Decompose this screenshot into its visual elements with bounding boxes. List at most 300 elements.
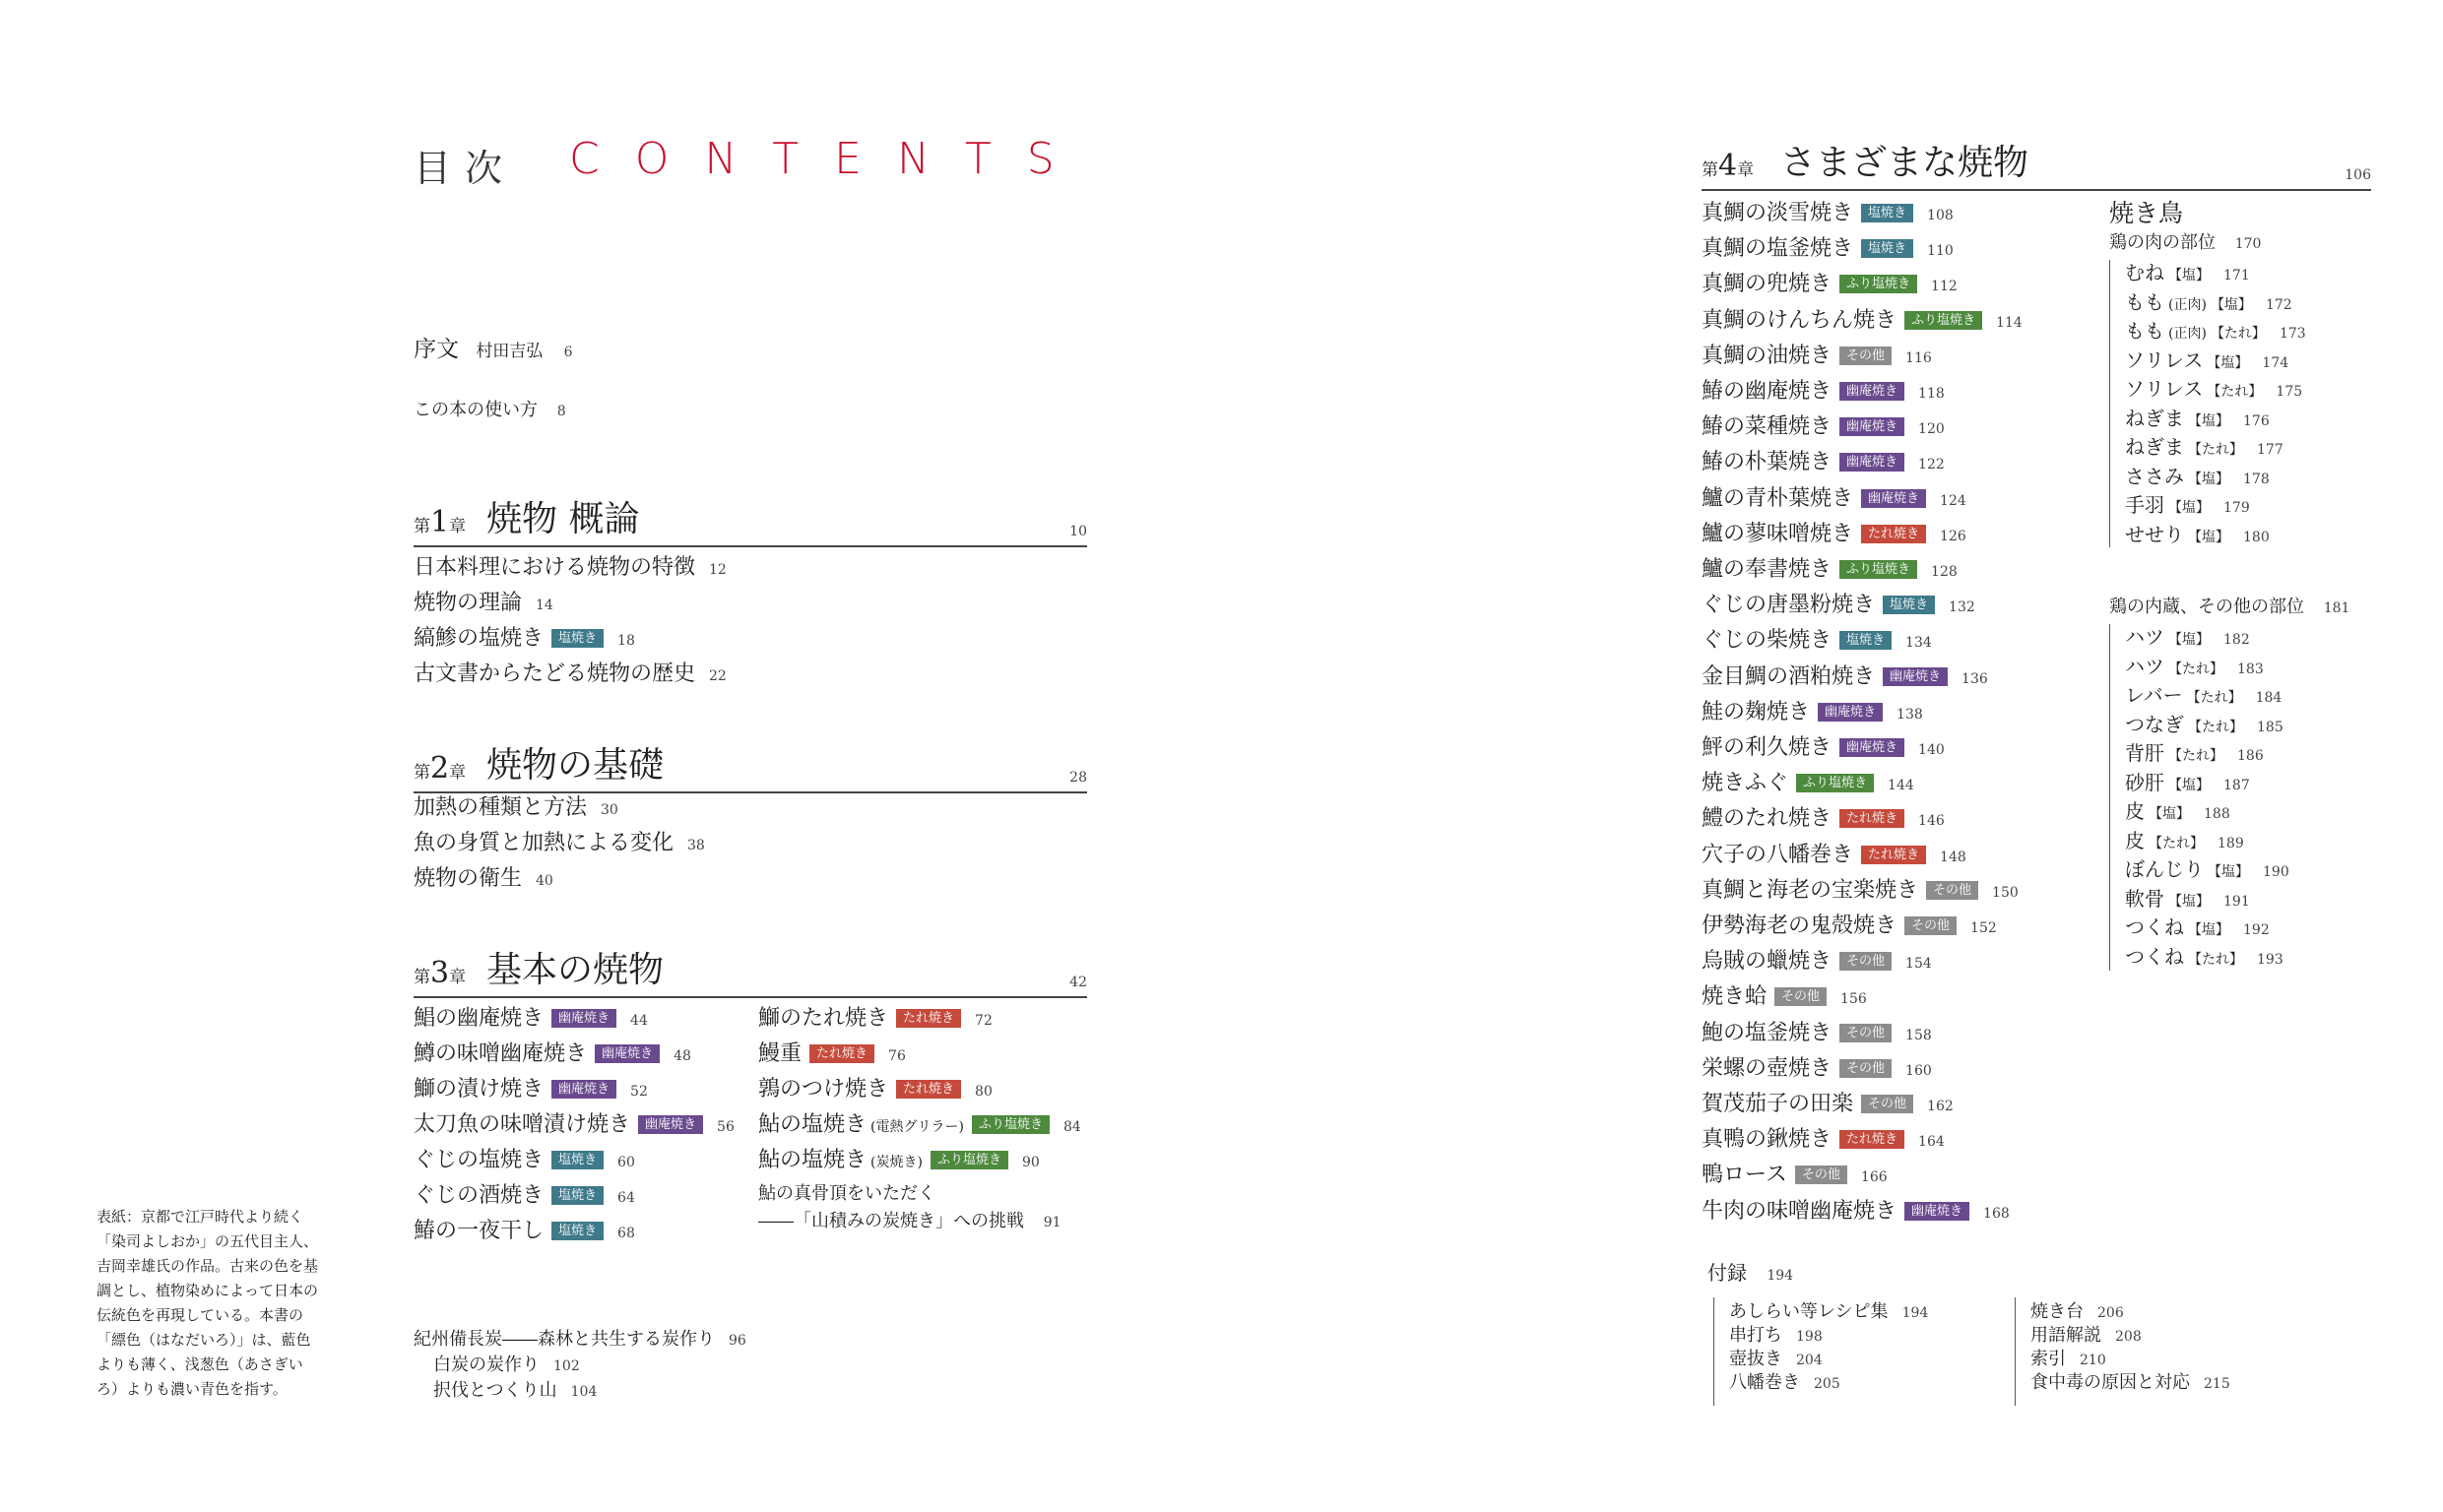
toc-entry[interactable] [1702, 1090, 1954, 1121]
toc-entry[interactable] [2125, 884, 2250, 916]
toc-entry[interactable] [2125, 404, 2270, 436]
toc-entry[interactable] [2125, 374, 2302, 407]
toc-label: 手羽 [2125, 493, 2164, 517]
page-number: 187 [2223, 777, 2250, 793]
toc-entry[interactable] [1702, 342, 1932, 373]
method-tag: その他 [1774, 987, 1827, 1006]
toc-label: 真鯛の油焼き [1702, 343, 1832, 368]
toc-entry[interactable] [1702, 841, 1966, 872]
toc-label: 加熱の種類と方法 [414, 795, 588, 820]
toc-entry[interactable] [1729, 1368, 1840, 1399]
seasoning-label: 【たれ】 [2168, 748, 2223, 764]
toc-label: 鰆の朴葉焼き [1702, 450, 1832, 475]
toc-entry[interactable] [1702, 733, 1945, 765]
toc-entry[interactable] [414, 660, 727, 691]
page-number: 210 [2080, 1353, 2106, 1368]
toc-entry[interactable] [414, 553, 727, 585]
seasoning-label: 【塩】 [2168, 632, 2210, 648]
toc-label: 用語解説 [2030, 1325, 2101, 1346]
page-number: 116 [1905, 349, 1932, 366]
toc-label: 穴子の八幡巻き [1702, 842, 1854, 867]
toc-label: 鶏の肉の部位 [2109, 232, 2216, 253]
page-number: 44 [630, 1013, 648, 1029]
method-tag: 塩焼き [1839, 631, 1892, 650]
page-number: 14 [536, 598, 553, 613]
page-number: 38 [687, 838, 705, 853]
toc-label: 鮎の塩焼き [758, 1148, 868, 1172]
toc-entry[interactable] [2125, 258, 2250, 290]
method-tag: その他 [1795, 1166, 1847, 1184]
toc-label: 鱸の青朴葉焼き [1702, 485, 1854, 511]
seasoning-label: 【たれ】 [2149, 835, 2204, 851]
toc-label: つくね [2125, 915, 2184, 939]
toc-label: 真鯛の淡雪焼き [1702, 201, 1854, 225]
page-number: 90 [1021, 1155, 1040, 1170]
toc-entry[interactable] [1702, 306, 2023, 338]
toc-entry[interactable] [2125, 287, 2292, 320]
page-number: 194 [1901, 1305, 1929, 1321]
toc-entry[interactable] [758, 1040, 906, 1071]
toc-entry[interactable] [414, 1004, 648, 1036]
toc-label: 皮 [2125, 799, 2145, 823]
ayu-column-title[interactable] [758, 1179, 935, 1209]
toc-entry[interactable] [2125, 652, 2264, 684]
method-tag: 幽庵焼き [1883, 667, 1948, 686]
page-number: 166 [1860, 1169, 1888, 1186]
toc-label: ハツ [2125, 625, 2164, 649]
toc-label: 鱒の味噌幽庵焼き [414, 1041, 588, 1066]
toc-label: ねぎま [2125, 435, 2184, 459]
page-number: 194 [1767, 1268, 1794, 1284]
toc-entry[interactable] [1702, 555, 1958, 587]
page-number: 205 [1814, 1376, 1840, 1392]
toc-entry[interactable] [2125, 680, 2282, 713]
toc-label: 焼きふぐ [1702, 771, 1789, 796]
page-number: 182 [2223, 632, 2250, 648]
page-number: 168 [1983, 1205, 2010, 1222]
page-number: 171 [2223, 268, 2250, 284]
toc-entry[interactable] [2125, 462, 2270, 494]
seasoning-label: 【塩】 [2168, 500, 2210, 516]
chapter-page: 42 [1069, 975, 1087, 990]
appendix-title[interactable] [1707, 1258, 1793, 1291]
how-to-use-entry[interactable] [414, 396, 566, 426]
seasoning-label: 【塩】 [2188, 529, 2229, 545]
page-number: 156 [1840, 991, 1867, 1008]
page-number: 144 [1888, 778, 1914, 794]
chapter-label: 第1章 [414, 505, 467, 539]
toc-label: 焼物の理論 [414, 591, 523, 615]
page-number: 189 [2218, 835, 2244, 851]
toc-label: 鮃の利久焼き [1702, 735, 1832, 760]
toc-entry[interactable] [2030, 1368, 2230, 1399]
toc-entry[interactable] [1702, 1197, 2010, 1228]
seasoning-label: 【塩】 [2188, 471, 2229, 487]
method-tag: 幽庵焼き [1839, 738, 1904, 757]
toc-entry[interactable] [2125, 826, 2244, 858]
method-tag: ふり塩焼き [931, 1151, 1008, 1169]
toc-label: 栄螺の壺焼き [1702, 1055, 1832, 1081]
toc-label: 択伐とつくり山 [433, 1380, 557, 1401]
method-tag: たれ焼き [1861, 846, 1926, 864]
toc-entry[interactable] [1702, 804, 1945, 836]
chapter-2-heading[interactable] [414, 740, 1087, 793]
ayu-column-subtitle[interactable] [758, 1207, 1061, 1237]
page-number: 112 [1931, 279, 1958, 295]
chapter-3-heading[interactable] [414, 945, 1087, 998]
toc-label: 鰻重 [758, 1041, 803, 1066]
toc-entry[interactable] [758, 1146, 1040, 1177]
toc-entry[interactable] [1702, 662, 1988, 694]
toc-entry[interactable] [1702, 377, 1945, 409]
method-tag: 塩焼き [1861, 204, 1913, 222]
toc-entry[interactable] [433, 1376, 597, 1407]
toc-entry[interactable] [414, 1075, 648, 1106]
toc-label: ささみ [2125, 464, 2184, 488]
toc-entry[interactable] [1702, 1161, 1888, 1192]
toc-entry[interactable] [2125, 913, 2270, 945]
method-tag: 幽庵焼き [1818, 703, 1883, 722]
page-number: 148 [1940, 849, 1966, 865]
toc-entry[interactable] [758, 1110, 1081, 1142]
method-tag: その他 [1839, 1059, 1892, 1078]
toc-entry[interactable] [1702, 234, 1954, 266]
toc-label: つなぎ [2125, 712, 2184, 736]
toc-label: ぐじの塩焼き [414, 1148, 545, 1172]
yakitori-sub1[interactable] [2109, 228, 2261, 259]
page-number: 134 [1905, 635, 1932, 652]
toc-entry[interactable] [2125, 490, 2250, 523]
toc-label: 鰆の幽庵焼き [1702, 379, 1832, 404]
seasoning-label: 【塩】 [2168, 893, 2210, 910]
page-number: 96 [729, 1333, 746, 1349]
page-number: 8 [556, 404, 566, 419]
seasoning-label: 【塩】 [2168, 777, 2210, 793]
seasoning-label: 【たれ】 [2207, 384, 2263, 400]
method-tag: その他 [1839, 346, 1892, 365]
seasoning-label: 【塩】 [2208, 864, 2249, 880]
page-number: 80 [975, 1084, 993, 1100]
toc-label: 索引 [2030, 1349, 2066, 1369]
toc-entry[interactable] [1702, 1054, 1932, 1086]
toc-entry[interactable] [2125, 738, 2264, 771]
seasoning-label: 【たれ】 [2188, 442, 2243, 458]
chapter-title: さまざまな焼物 [1780, 143, 2029, 183]
page-number: 146 [1918, 813, 1945, 830]
toc-label: つくね [2125, 944, 2184, 969]
preface-label: 序文 [414, 337, 459, 362]
page-number: 190 [2263, 864, 2289, 880]
toc-entry[interactable] [1702, 912, 1997, 943]
method-tag: 塩焼き [551, 1151, 604, 1169]
toc-entry[interactable] [2125, 346, 2288, 378]
chapter-label: 第2章 [414, 751, 467, 786]
page-number: 18 [617, 633, 635, 649]
method-tag: 塩焼き [551, 1186, 604, 1205]
toc-entry[interactable] [1702, 626, 1932, 658]
toc-label: ソリレス [2125, 347, 2204, 372]
toc-label: もも [2125, 289, 2164, 314]
toc-entry[interactable] [1702, 947, 1932, 978]
method-tag: たれ焼き [896, 1009, 961, 1028]
toc-entry[interactable] [414, 1146, 635, 1177]
method-tag: その他 [1926, 881, 1978, 900]
method-tag: その他 [1861, 1095, 1913, 1113]
toc-entry[interactable] [2125, 520, 2270, 552]
toc-label: 白炭の炭作り [433, 1354, 540, 1375]
chapter-title: 焼物 概論 [486, 499, 640, 539]
toc-entry[interactable] [1702, 769, 1914, 800]
toc-label: 烏賊の蠟焼き [1702, 949, 1832, 975]
toc-entry[interactable] [414, 589, 553, 620]
page-number: 178 [2243, 471, 2270, 487]
toc-entry[interactable] [1702, 591, 1975, 622]
method-tag: ふり塩焼き [1904, 311, 1982, 330]
chapter-page: 10 [1069, 524, 1087, 539]
toc-entry[interactable] [2125, 622, 2250, 655]
appendix-col2-rule [2015, 1297, 2016, 1406]
toc-label: 太刀魚の味噌漬け焼き [414, 1112, 631, 1137]
method-tag: 幽庵焼き [1839, 417, 1904, 436]
method-tag: たれ焼き [1839, 809, 1904, 828]
yakitori-list2-rule [2109, 624, 2110, 971]
toc-label: 砂肝 [2125, 770, 2164, 794]
page-number: 60 [617, 1155, 635, 1170]
toc-label: 賀茂茄子の田楽 [1702, 1092, 1854, 1116]
toc-entry[interactable] [1702, 876, 2019, 908]
toc-label: 古文書からたどる焼物の歴史 [414, 662, 696, 686]
toc-label: あしらい等レシピ集 [1729, 1301, 1889, 1322]
page-number: 177 [2257, 442, 2283, 458]
toc-label: この本の使い方 [414, 400, 538, 420]
chapter-label: 第4章 [1702, 149, 1755, 183]
page-number: 40 [536, 873, 553, 889]
toc-label: 真鴨の鍬焼き [1702, 1127, 1832, 1153]
toc-entry[interactable] [1702, 484, 1966, 516]
toc-entry[interactable] [2125, 796, 2230, 829]
yakitori-title[interactable]: 焼き鳥 [2109, 199, 2184, 227]
page-number: 174 [2262, 354, 2289, 371]
seasoning-label: 【塩】 [2149, 806, 2190, 822]
seasoning-label: 【塩】 [2188, 922, 2229, 938]
seasoning-label: 【たれ】 [2210, 326, 2266, 342]
toc-entry[interactable] [2125, 942, 2283, 975]
toc-label: 鰤のたれ焼き [758, 1006, 889, 1031]
page-number: 208 [2115, 1329, 2142, 1345]
toc-label: 焼き蛤 [1702, 984, 1768, 1010]
toc-label: 食中毒の原因と対応 [2030, 1372, 2190, 1393]
page-number: 160 [1905, 1062, 1932, 1079]
page-number: 173 [2279, 326, 2306, 342]
method-tag: ふり塩焼き [1796, 774, 1874, 792]
method-tag: 幽庵焼き [1839, 382, 1904, 401]
toc-entry[interactable] [414, 793, 618, 825]
yakitori-sub2[interactable] [2109, 593, 2349, 623]
toc-entry[interactable] [414, 1110, 735, 1142]
toc-label: 鰆の一夜干し [414, 1219, 545, 1243]
toc-entry[interactable] [1702, 982, 1867, 1014]
toc-entry[interactable] [2125, 710, 2283, 742]
page-number: 126 [1940, 528, 1966, 544]
seasoning-label: 【塩】 [2207, 354, 2249, 371]
toc-entry[interactable] [1702, 270, 1958, 301]
seasoning-label: 【塩】 [2210, 296, 2252, 313]
toc-label: もも [2125, 319, 2164, 343]
preface-author: 村田吉弘 [476, 342, 544, 361]
toc-label: 鶉のつけ焼き [758, 1077, 889, 1102]
seasoning-label: 【たれ】 [2188, 719, 2243, 735]
toc-label: 焼物の衛生 [414, 866, 523, 891]
page-number: 192 [2243, 922, 2270, 938]
page-number: 68 [617, 1226, 635, 1241]
toc-note: (正肉) [2168, 296, 2207, 313]
method-tag: 幽庵焼き [1839, 453, 1904, 472]
toc-entry[interactable] [2125, 316, 2306, 348]
page-number: 206 [2097, 1305, 2124, 1321]
seasoning-label: 【たれ】 [2168, 661, 2223, 677]
toc-entry[interactable] [414, 624, 635, 656]
toc-entry[interactable] [414, 864, 553, 896]
toc-entry[interactable] [1702, 412, 1945, 444]
toc-label: ソリレス [2125, 377, 2204, 401]
toc-label: 縞鯵の塩焼き [414, 626, 545, 651]
toc-label: 焼き台 [2030, 1301, 2084, 1322]
page-number: 91 [1043, 1215, 1061, 1230]
toc-label: 鱸の蓼味噌焼き [1702, 521, 1854, 546]
toc-entry[interactable] [2125, 854, 2289, 887]
chapter-label: 第3章 [414, 956, 467, 990]
page-number: 118 [1918, 386, 1945, 402]
toc-label: 背肝 [2125, 741, 2164, 765]
preface-entry[interactable] [414, 335, 573, 367]
page-number: 198 [1796, 1329, 1823, 1345]
page-number: 164 [1918, 1134, 1945, 1151]
page-number: 184 [2255, 690, 2282, 706]
toc-label: ぐじの柴焼き [1702, 628, 1832, 654]
method-tag: 幽庵焼き [551, 1009, 616, 1028]
method-tag: 塩焼き [1861, 239, 1913, 258]
toc-label: 八幡巻き [1729, 1372, 1800, 1393]
toc-label: 鮑の塩釜焼き [1702, 1020, 1832, 1045]
page-number: 204 [1796, 1353, 1823, 1368]
page-number: 52 [630, 1084, 648, 1100]
toc-entry[interactable] [1702, 698, 1923, 729]
chapter-page: 106 [2345, 167, 2371, 183]
toc-label: 鯧の幽庵焼き [414, 1006, 545, 1031]
toc-label: ぐじの唐墨粉焼き [1702, 593, 1876, 618]
page-number: 30 [601, 802, 618, 818]
page-number: 152 [1970, 920, 1997, 936]
method-tag: 幽庵焼き [595, 1044, 660, 1063]
page-number: 72 [975, 1013, 993, 1029]
page-number: 179 [2223, 500, 2250, 516]
page-number: 132 [1949, 599, 1975, 616]
method-tag: 塩焼き [1883, 596, 1935, 614]
page-number: 64 [617, 1190, 635, 1206]
chapter-4-heading[interactable] [1702, 138, 2371, 191]
page-number: 172 [2265, 296, 2292, 313]
page-number: 162 [1927, 1099, 1954, 1114]
page-number: 136 [1961, 670, 1988, 687]
toc-entry[interactable] [414, 829, 705, 860]
method-tag: たれ焼き [809, 1044, 874, 1063]
page-number: 175 [2276, 384, 2303, 400]
seasoning-label: 【たれ】 [2188, 951, 2243, 968]
toc-entry[interactable] [2125, 432, 2283, 465]
toc-entry[interactable] [758, 1004, 993, 1036]
method-tag: その他 [1839, 952, 1892, 971]
toc-label: むね [2125, 261, 2164, 284]
toc-entry[interactable] [1702, 199, 1954, 230]
toc-entry[interactable] [758, 1075, 993, 1106]
toc-label: 牛肉の味噌幽庵焼き [1702, 1198, 1897, 1224]
toc-label: 付録 [1707, 1261, 1747, 1285]
page-number: 48 [674, 1048, 691, 1064]
page-number: 128 [1931, 564, 1958, 580]
toc-entry[interactable] [1702, 520, 1966, 551]
contents-title-en: CONTENTS [569, 134, 1090, 184]
toc-entry[interactable] [414, 1217, 635, 1248]
toc-label: ハツ [2125, 654, 2164, 678]
page-number: 76 [888, 1048, 906, 1064]
page-number: 6 [563, 345, 573, 360]
seasoning-label: 【たれ】 [2186, 690, 2242, 706]
toc-note: (正肉) [2168, 326, 2207, 342]
toc-label: 皮 [2125, 828, 2145, 852]
toc-label: 鰆の菜種焼き [1702, 414, 1832, 440]
page-number: 183 [2237, 661, 2264, 677]
toc-entry[interactable] [414, 1181, 635, 1213]
toc-label: 鴨ロース [1702, 1163, 1787, 1188]
page-number: 110 [1927, 243, 1954, 260]
page-number: 193 [2257, 951, 2283, 968]
method-tag: 塩焼き [551, 629, 604, 648]
method-tag: 幽庵焼き [551, 1080, 616, 1099]
page-number: 114 [1996, 314, 2023, 331]
cover-note: 表紙：京都で江戸時代より続く「染司よしおか」の五代目主人、吉岡幸雄氏の作品。古来の色を基調とし、植物染めによって日本の伝統色を再現している。本書の「縹色（はなだいろ）」は、藍色よりも薄く、浅葱色（あさぎいろ）よりも濃い青色を指す。 [96, 1208, 319, 1398]
toc-entry[interactable] [2125, 768, 2250, 800]
method-tag: ふり塩焼き [972, 1115, 1050, 1134]
toc-entry[interactable] [1702, 448, 1945, 479]
toc-entry[interactable] [414, 1040, 691, 1071]
appendix-col1-rule [1713, 1297, 1714, 1406]
method-tag: ふり塩焼き [1839, 275, 1917, 293]
toc-label: 鱸の奉書焼き [1702, 557, 1832, 582]
page-number: 22 [709, 668, 727, 684]
chapter-1-heading[interactable] [414, 494, 1087, 547]
toc-entry[interactable] [1702, 1125, 1945, 1157]
page-number: 12 [709, 562, 727, 578]
toc-label: 鱧のたれ焼き [1702, 806, 1832, 832]
method-tag: その他 [1904, 916, 1957, 935]
page-number: 176 [2243, 412, 2270, 429]
method-tag: 幽庵焼き [1861, 489, 1926, 508]
method-tag: たれ焼き [1839, 1130, 1904, 1149]
page-number: 56 [717, 1119, 735, 1135]
toc-entry[interactable] [1702, 1019, 1932, 1050]
page-number: 108 [1927, 208, 1954, 223]
toc-label: 紀州備長炭――森林と共生する炭作り [414, 1329, 715, 1350]
toc-label: 伊勢海老の鬼殻焼き [1702, 914, 1897, 938]
method-tag: ふり塩焼き [1839, 560, 1917, 579]
toc-note: (電熱グリラー) [870, 1119, 964, 1135]
page-number: 154 [1905, 956, 1932, 973]
toc-label: 真鯛の塩釜焼き [1702, 236, 1854, 262]
toc-label: 鰤の漬け焼き [414, 1077, 545, 1102]
page-number: 120 [1918, 421, 1945, 438]
chapter-page: 28 [1069, 770, 1087, 786]
seasoning-label: 【塩】 [2168, 268, 2210, 284]
